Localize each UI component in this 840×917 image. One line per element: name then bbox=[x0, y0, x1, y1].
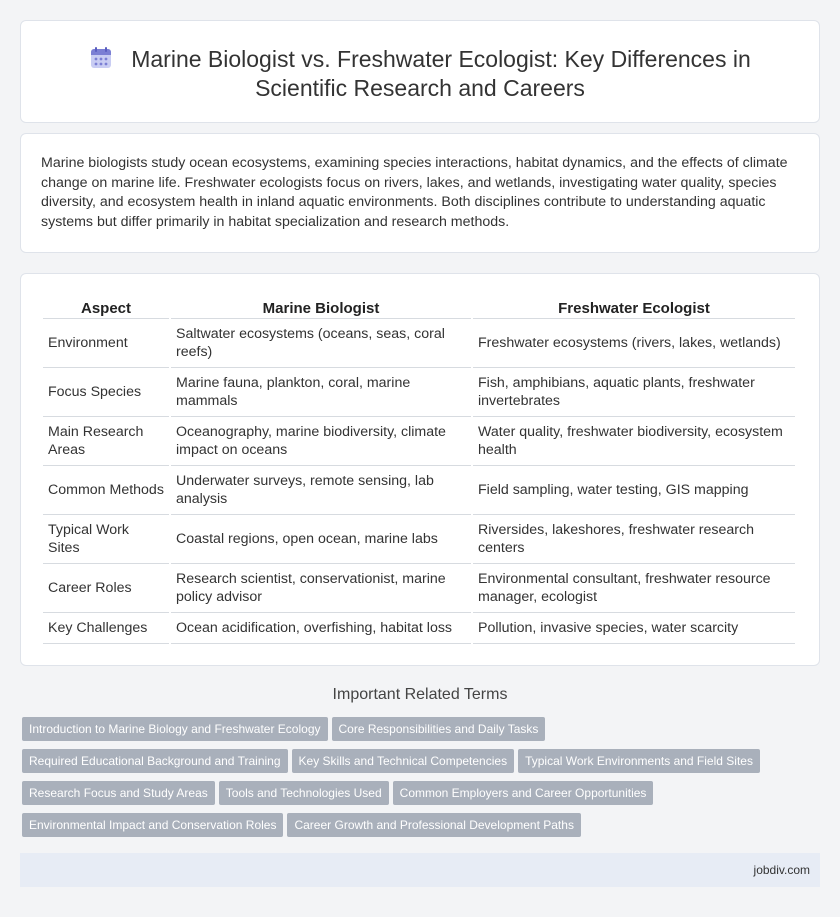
table-row bbox=[43, 319, 795, 368]
footer bbox=[20, 853, 820, 887]
intro-card bbox=[20, 133, 820, 253]
table-header-row bbox=[43, 296, 795, 319]
title-line-1: Marine Biologist vs. Freshwater Ecologist: Key Differences in bbox=[131, 46, 751, 72]
table-cell: Ocean acidification, overfishing, habitat loss bbox=[171, 613, 471, 644]
table-row bbox=[43, 613, 795, 644]
tag-row bbox=[22, 749, 822, 781]
table-cell: Main Research Areas bbox=[43, 417, 169, 466]
related-term-tag[interactable]: Environmental Impact and Conservation Roles bbox=[22, 813, 283, 837]
table-cell: Focus Species bbox=[43, 368, 169, 417]
related-terms-title: Important Related Terms bbox=[332, 686, 508, 703]
related-term-tag[interactable]: Key Skills and Technical Competencies bbox=[292, 749, 515, 773]
tag-row bbox=[22, 717, 822, 749]
related-term-tag[interactable]: Introduction to Marine Biology and Freshwater Ecology bbox=[22, 717, 328, 741]
table-row bbox=[43, 466, 795, 515]
related-term-tag[interactable]: Research Focus and Study Areas bbox=[22, 781, 215, 805]
table-row bbox=[43, 368, 795, 417]
title-card bbox=[20, 20, 820, 123]
related-terms-list bbox=[22, 717, 822, 845]
page-title bbox=[21, 45, 819, 103]
related-term-tag[interactable]: Core Responsibilities and Daily Tasks bbox=[332, 717, 546, 741]
tag-row bbox=[22, 781, 822, 813]
table-row bbox=[43, 515, 795, 564]
column-header: Marine Biologist bbox=[171, 296, 471, 319]
table-cell: Career Roles bbox=[43, 564, 169, 613]
table-cell: Saltwater ecosystems (oceans, seas, coral reefs) bbox=[171, 319, 471, 368]
table-cell: Freshwater ecosystems (rivers, lakes, wetlands) bbox=[473, 319, 795, 368]
table-cell: Fish, amphibians, aquatic plants, freshwater invertebrates bbox=[473, 368, 795, 417]
tag-row bbox=[22, 813, 822, 845]
table-cell: Key Challenges bbox=[43, 613, 169, 644]
column-header: Freshwater Ecologist bbox=[473, 296, 795, 319]
table-cell: Riversides, lakeshores, freshwater research centers bbox=[473, 515, 795, 564]
related-term-tag[interactable]: Common Employers and Career Opportunities bbox=[393, 781, 654, 805]
table-cell: Research scientist, conservationist, marine policy advisor bbox=[171, 564, 471, 613]
table-cell: Underwater surveys, remote sensing, lab analysis bbox=[171, 466, 471, 515]
intro-paragraph: Marine biologists study ocean ecosystems, examining species interactions, habitat dynamics, and the effects of climate change on marine life. Freshwater ecologists focus on rivers, lakes, and wetlands, investigating water quality, species diversity, and ecosystem health in inland aquatic environments. Both disciplines contribute to understanding aquatic systems but differ primarily in habitat specialization and research methods. bbox=[41, 155, 788, 230]
footer-site-link[interactable]: jobdiv.com bbox=[753, 863, 810, 877]
table-cell: Marine fauna, plankton, coral, marine mammals bbox=[171, 368, 471, 417]
related-term-tag[interactable]: Typical Work Environments and Field Sites bbox=[518, 749, 760, 773]
table-cell: Water quality, freshwater biodiversity, ecosystem health bbox=[473, 417, 795, 466]
related-term-tag[interactable]: Career Growth and Professional Development Paths bbox=[287, 813, 580, 837]
column-header: Aspect bbox=[43, 296, 169, 319]
related-term-tag[interactable]: Tools and Technologies Used bbox=[219, 781, 389, 805]
table-row bbox=[43, 417, 795, 466]
related-term-tag[interactable]: Required Educational Background and Training bbox=[22, 749, 288, 773]
table-row bbox=[43, 564, 795, 613]
comparison-card bbox=[20, 273, 820, 666]
table-cell: Common Methods bbox=[43, 466, 169, 515]
calendar-icon bbox=[89, 46, 113, 70]
table-cell: Environment bbox=[43, 319, 169, 368]
table-cell: Typical Work Sites bbox=[43, 515, 169, 564]
table-cell: Field sampling, water testing, GIS mapping bbox=[473, 466, 795, 515]
comparison-table bbox=[41, 296, 797, 644]
title-line-2: Scientific Research and Careers bbox=[255, 75, 585, 101]
table-cell: Pollution, invasive species, water scarcity bbox=[473, 613, 795, 644]
table-cell: Environmental consultant, freshwater resource manager, ecologist bbox=[473, 564, 795, 613]
table-cell: Oceanography, marine biodiversity, climate impact on oceans bbox=[171, 417, 471, 466]
table-cell: Coastal regions, open ocean, marine labs bbox=[171, 515, 471, 564]
